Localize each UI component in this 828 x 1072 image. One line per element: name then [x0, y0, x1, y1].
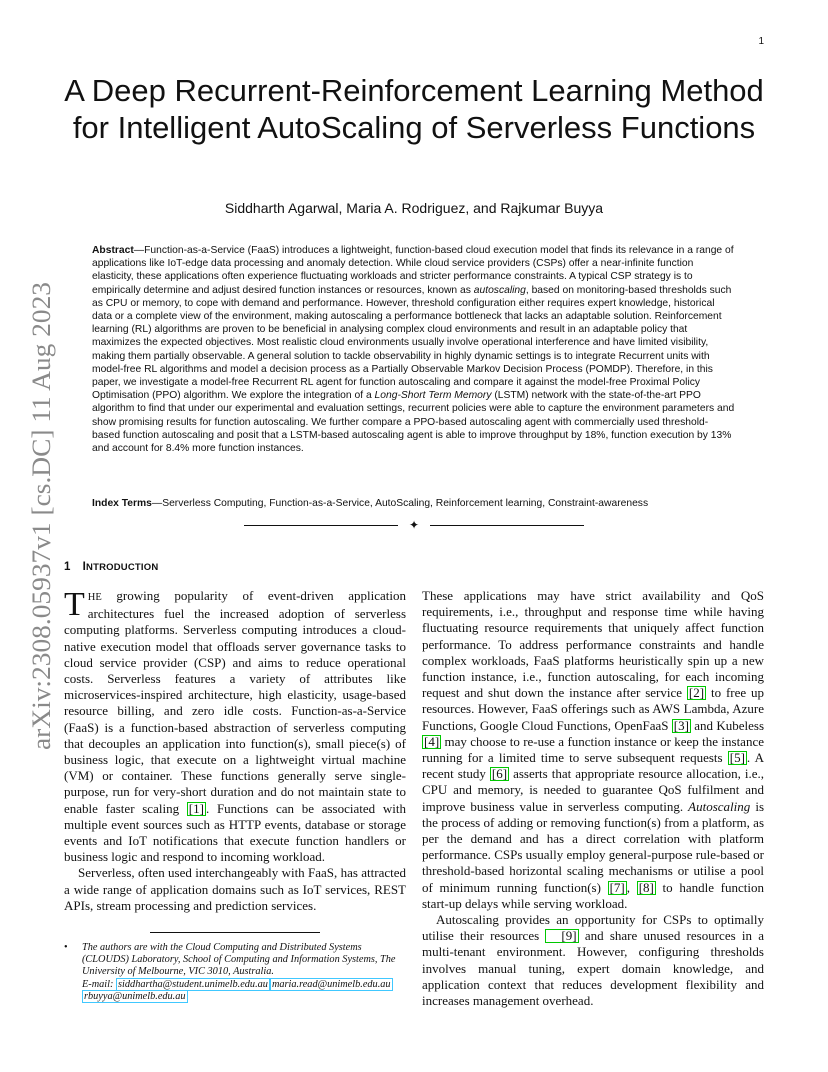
email-link[interactable]: maria.read@unimelb.edu.au — [271, 978, 391, 990]
citation-link[interactable]: [8] — [638, 879, 654, 895]
lead-word: HE — [87, 592, 102, 603]
footnote-rule — [150, 932, 320, 933]
page-number: 1 — [758, 36, 764, 47]
section-number: 1 — [64, 561, 71, 573]
citation-link[interactable]: [1] — [188, 800, 204, 816]
paragraph — [422, 912, 764, 1009]
abstract-text: —Function-as-a-Service (FaaS) introduces a lightweight, function-based cloud execution model that finds its relevance in a range of applications like IoT-edge data processing and anomaly detection. While cloud service providers (CSPs) offer a near-infinite function elasticity, these applications often experience fluctuating workloads and stricter performance constraints. A typical CSP strategy is to empirically determine and adjust desired function instances or resources, known as — [92, 245, 734, 296]
citation-link[interactable]: [2] — [688, 685, 705, 701]
section-title-rest: NTRODUCTION — [86, 562, 159, 573]
paper-title: A Deep Recurrent-Reinforcement Learning Method for Intelligent AutoScaling of Serverless Functions — [64, 73, 764, 145]
arxiv-stamp — [20, 280, 60, 750]
paragraph — [422, 588, 764, 912]
paragraph-text: growing popularity of event-driven application architectures fuel the increased adoption of serverless computing platforms. Serverless computing introduces a cloud-native execution model that offloads server governance tasks to cloud service provider (CSP) and aims to reduce operational costs. Serverless features a variety of attributes like microservices-inspired architecture, high elasticity, usage-based resource billing, and zero idle costs. Function-as-a-Service (FaaS) is a function-based abstraction of serverless computing that decouples an application into function(s), small piece(s) of business logic, that execute on a lightweight virtual machine (VM) or container. These functions generally serve single-purpose, run for very-short duration and do not maintain state to enable faster scaling — [64, 588, 406, 816]
citation-link[interactable]: [3] — [673, 717, 689, 733]
paragraph-text: , — [626, 879, 637, 895]
drop-cap: T — [64, 586, 85, 623]
email-label: E-mail: — [82, 978, 117, 990]
footnote — [64, 942, 406, 1003]
abstract-text: , based on monitoring-based thresholds such as CPU or memory, to cope with demand and performance. However, threshold configuration either requires expert knowledge, historical data or a complete view of the environment, making autoscaling a performance bottleneck that lacks an adaptable solution. Reinforcement learning (RL) algorithms are proven to be beneficial in analysing complex cloud environments and result in an adaptable policy that maximizes the expected objectives. Most realistic cloud environments usually involve operational interference and have limited visibility, making them partially observable. A general solution to tackle observability in highly dynamic settings is to integrate Recurrent units with model-free RL algorithms and model a decision process as a Partially Observable Markov Decision Process (POMDP). Therefore, in this paper, we investigate a model-free Recurrent RL agent for function autoscaling and compare it against the model-free Proximal Policy Optimisation (PPO) algorithm. We explore the integration of a — [92, 284, 732, 402]
divider-rule-left — [244, 525, 398, 526]
abstract-emphasis: autoscaling — [473, 284, 526, 296]
section-divider — [244, 518, 584, 532]
email-link[interactable]: rbuyya@unimelb.edu.au — [84, 990, 186, 1002]
section-heading — [64, 561, 158, 573]
paragraph-text: These applications may have strict availability and QoS requirements, i.e., throughput and response time while having fluctuating resource requirements that uniquely affect function performance. To address performance constraints and handle complex workloads, FaaS platforms heuristically spin up a new function instance, i.e., function autoscaling, for each incoming request and shut down the instance after service — [422, 588, 764, 701]
right-column — [422, 588, 764, 1009]
index-terms — [92, 497, 736, 510]
abstract-emphasis: Long-Short Term Memory — [374, 390, 492, 402]
paragraph-text: to free up resources. However, FaaS offerings such as AWS Lambda, Azure Functions, Google Cloud Functions, OpenFaaS — [422, 685, 765, 733]
paragraph-text: . A recent study — [422, 750, 764, 782]
citation-link[interactable]: [9] — [545, 929, 578, 943]
footnote-text: The authors are with the Cloud Computing and Distributed Systems (CLOUDS) Laboratory, School of Computing and Information Systems, The University of Melbourne, VIC 3010, Australia. — [82, 942, 396, 978]
paragraph-text: may choose to re-use a function instance or keep the instance running for a limited time to serve subsequent requests — [422, 733, 764, 766]
paragraph-text: to handle function start-up delays while serving workload. — [422, 879, 765, 911]
paragraph — [64, 588, 406, 865]
index-terms-label: Index Terms — [92, 498, 152, 509]
citation-link[interactable]: [5] — [729, 750, 745, 766]
paragraph-text: is the process of adding or removing function(s) from a platform, as per the demand and has a direct correlation with platform performance. CSPs usually employ general-purpose rule-based or threshold-based horizontal scaling mechanisms or utilise a pool of minimum running function(s) — [422, 798, 765, 895]
email-link[interactable]: siddhartha@student.unimelb.edu.au — [118, 978, 268, 990]
paragraph-text: asserts that appropriate resource allocation, i.e., CPU and memory, is needed to guarantee QoS fulfilment and improve business value in serverless computing. — [422, 766, 765, 814]
footnote-text-block — [82, 942, 406, 1003]
footnote-bullet: • — [64, 942, 68, 953]
diamond-star-icon: ✦ — [408, 518, 420, 532]
paragraph-text: and Kubeless — [690, 717, 764, 733]
paragraph-text: and share unused resources in a multi-tenant environment. However, configuring thresholds involves manual tuning, expert domain knowledge, and application context that reduces development flexibility and increases management overhead. — [422, 928, 765, 1009]
left-column — [64, 588, 406, 914]
abstract-text: (LSTM) network with the state-of-the-art PPO algorithm to find that under our experimental and evaluation settings, recurrent policies were able to capture the environment parameters and show promising results for function autoscaling. We further compare a PPO-based autoscaling agent with commercially used threshold-based function autoscaling and posit that a LSTM-based autoscaling agent is able to improve throughput by 18%, function execution by 13% and account for 8.4% more function instances. — [92, 390, 735, 455]
citation-link[interactable]: [6] — [491, 766, 508, 782]
citation-link[interactable]: [4] — [424, 733, 440, 749]
abstract-label: Abstract — [92, 245, 134, 256]
paragraph-text: . Functions can be associated with multiple event sources such as HTTP events, database or storage events and IoT notifications that execute function handlers or business logic and respond to incoming workload. — [64, 800, 406, 865]
section-title-initial: I — [82, 561, 87, 573]
emphasis: Autoscaling — [688, 798, 751, 814]
arxiv-stamp-graphic — [20, 280, 60, 750]
abstract — [92, 244, 736, 455]
arxiv-stamp-text: arXiv:2308.05937v1 [cs.DC] 11 Aug 2023 — [27, 306, 56, 750]
paragraph-text: Autoscaling provides an opportunity for CSPs to optimally utilise their resources — [422, 912, 764, 944]
author-list: Siddharth Agarwal, Maria A. Rodriguez, and Rajkumar Buyya — [224, 200, 604, 216]
index-terms-text: —Serverless Computing, Function-as-a-Service, AutoScaling, Reinforcement learning, Constraint-awareness — [151, 498, 649, 509]
paragraph: Serverless, often used interchangeably with FaaS, has attracted a wide range of application domains such as IoT services, REST APIs, stream processing and prediction services. — [64, 865, 406, 913]
divider-rule-right — [430, 525, 584, 526]
citation-link[interactable]: [7] — [609, 879, 625, 895]
